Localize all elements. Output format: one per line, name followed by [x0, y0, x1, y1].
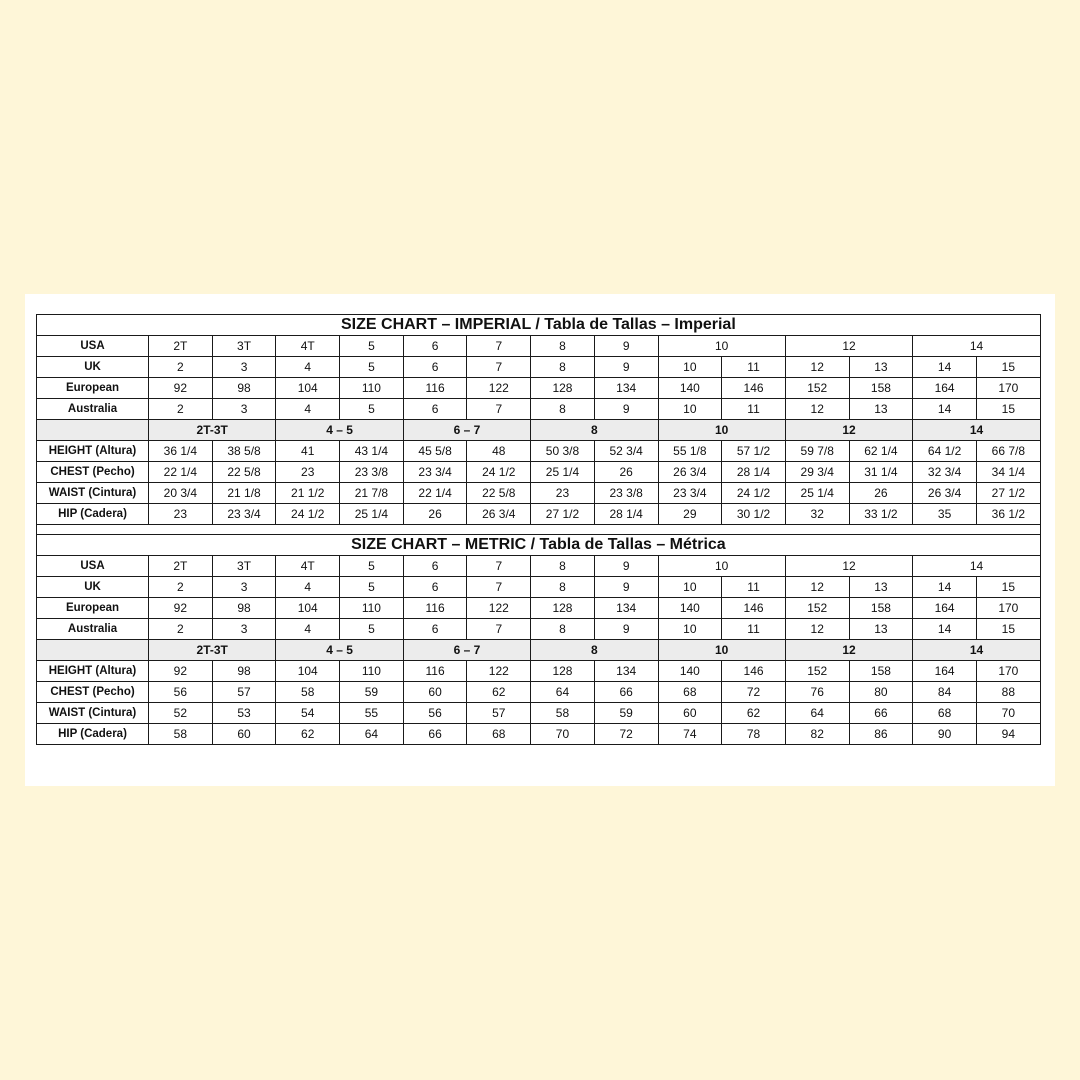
- size-cell: 13: [849, 357, 913, 378]
- size-cell: 25 1/4: [785, 483, 849, 504]
- size-cell: 164: [913, 661, 977, 682]
- metric-waist-row: [37, 703, 1041, 724]
- size-cell: 92: [149, 598, 213, 619]
- size-cell: 62: [467, 682, 531, 703]
- size-cell: 92: [149, 378, 213, 399]
- size-cell: 13: [849, 577, 913, 598]
- size-cell: 134: [594, 661, 658, 682]
- size-cell: 116: [403, 378, 467, 399]
- size-cell: 3: [212, 357, 276, 378]
- row-label: Australia: [37, 399, 149, 420]
- size-cell: 12: [785, 357, 849, 378]
- size-cell: 134: [594, 378, 658, 399]
- size-chart-table: [36, 314, 1041, 745]
- size-cell: 164: [913, 598, 977, 619]
- size-cell: 26: [849, 483, 913, 504]
- size-cell: 116: [403, 598, 467, 619]
- size-cell: 12: [785, 619, 849, 640]
- size-cell: 158: [849, 598, 913, 619]
- size-cell: 9: [594, 399, 658, 420]
- size-cell: 122: [467, 598, 531, 619]
- size-cell: 10: [658, 399, 722, 420]
- size-cell: 9: [594, 577, 658, 598]
- size-cell: 11: [722, 399, 786, 420]
- size-cell: 23 3/4: [658, 483, 722, 504]
- size-cell: 26 3/4: [658, 462, 722, 483]
- size-cell: 28 1/4: [722, 462, 786, 483]
- size-cell: 6: [403, 556, 467, 577]
- size-cell: 14: [913, 357, 977, 378]
- size-cell: 9: [594, 336, 658, 357]
- row-label: WAIST (Cintura): [37, 703, 149, 724]
- size-cell: 27 1/2: [976, 483, 1040, 504]
- row-label: USA: [37, 556, 149, 577]
- size-group-header: 4 – 5: [276, 640, 403, 661]
- size-cell: 58: [276, 682, 340, 703]
- size-group-header: 2T-3T: [149, 640, 276, 661]
- size-cell: 12: [785, 556, 912, 577]
- size-cell: 52 3/4: [594, 441, 658, 462]
- size-cell: 13: [849, 619, 913, 640]
- size-cell: 88: [976, 682, 1040, 703]
- size-cell: 8: [531, 399, 595, 420]
- size-group-header: 2T-3T: [149, 420, 276, 441]
- size-cell: 23 3/8: [340, 462, 404, 483]
- size-cell: 26 3/4: [467, 504, 531, 525]
- size-cell: 15: [976, 357, 1040, 378]
- size-cell: 64 1/2: [913, 441, 977, 462]
- size-cell: 146: [722, 378, 786, 399]
- size-cell: 72: [594, 724, 658, 745]
- size-cell: 20 3/4: [149, 483, 213, 504]
- size-cell: 98: [212, 598, 276, 619]
- size-cell: 33 1/2: [849, 504, 913, 525]
- size-cell: 57: [467, 703, 531, 724]
- size-cell: 60: [658, 703, 722, 724]
- size-cell: 12: [785, 577, 849, 598]
- size-cell: 4T: [276, 556, 340, 577]
- row-label: CHEST (Pecho): [37, 462, 149, 483]
- size-cell: 10: [658, 357, 722, 378]
- size-cell: 76: [785, 682, 849, 703]
- size-cell: 22 5/8: [212, 462, 276, 483]
- size-cell: 5: [340, 399, 404, 420]
- size-cell: 4: [276, 399, 340, 420]
- size-group-header: 12: [785, 420, 912, 441]
- size-cell: 21 1/8: [212, 483, 276, 504]
- size-cell: 41: [276, 441, 340, 462]
- size-cell: 134: [594, 598, 658, 619]
- size-cell: 22 1/4: [403, 483, 467, 504]
- size-cell: 26: [594, 462, 658, 483]
- size-cell: 146: [722, 661, 786, 682]
- size-cell: 36 1/4: [149, 441, 213, 462]
- size-group-header: 8: [531, 640, 658, 661]
- size-cell: 10: [658, 556, 785, 577]
- size-cell: 28 1/4: [594, 504, 658, 525]
- size-cell: 64: [785, 703, 849, 724]
- row-label: HEIGHT (Altura): [37, 661, 149, 682]
- row-label: WAIST (Cintura): [37, 483, 149, 504]
- size-cell: 116: [403, 661, 467, 682]
- size-cell: 7: [467, 399, 531, 420]
- size-cell: 11: [722, 577, 786, 598]
- size-cell: 57: [212, 682, 276, 703]
- size-cell: 3T: [212, 556, 276, 577]
- size-cell: 5: [340, 357, 404, 378]
- metric-title: SIZE CHART – METRIC / Tabla de Tallas – Métrica: [37, 535, 1041, 556]
- row-label: UK: [37, 577, 149, 598]
- row-label: CHEST (Pecho): [37, 682, 149, 703]
- size-cell: 55: [340, 703, 404, 724]
- size-cell: 30 1/2: [722, 504, 786, 525]
- size-cell: 5: [340, 556, 404, 577]
- row-label: USA: [37, 336, 149, 357]
- size-cell: 74: [658, 724, 722, 745]
- size-cell: 82: [785, 724, 849, 745]
- size-cell: 7: [467, 577, 531, 598]
- size-cell: 32: [785, 504, 849, 525]
- size-cell: 152: [785, 598, 849, 619]
- imperial-european-row: [37, 378, 1041, 399]
- size-cell: 35: [913, 504, 977, 525]
- size-cell: 72: [722, 682, 786, 703]
- size-cell: 4: [276, 619, 340, 640]
- size-cell: 98: [212, 378, 276, 399]
- size-cell: 26 3/4: [913, 483, 977, 504]
- size-cell: 2: [149, 619, 213, 640]
- size-cell: 152: [785, 378, 849, 399]
- size-cell: 8: [531, 577, 595, 598]
- section-spacer: [37, 525, 1041, 535]
- size-cell: 66: [594, 682, 658, 703]
- size-cell: 14: [913, 556, 1041, 577]
- size-cell: 43 1/4: [340, 441, 404, 462]
- size-cell: 110: [340, 598, 404, 619]
- size-cell: 23 3/4: [403, 462, 467, 483]
- imperial-chest-row: [37, 462, 1041, 483]
- size-cell: 58: [531, 703, 595, 724]
- size-cell: 23: [531, 483, 595, 504]
- size-cell: 164: [913, 378, 977, 399]
- size-cell: 66: [403, 724, 467, 745]
- row-label: HIP (Cadera): [37, 504, 149, 525]
- imperial-title: SIZE CHART – IMPERIAL / Tabla de Tallas – Imperial: [37, 315, 1041, 336]
- size-cell: 146: [722, 598, 786, 619]
- size-cell: 9: [594, 357, 658, 378]
- size-cell: 38 5/8: [212, 441, 276, 462]
- size-cell: 15: [976, 577, 1040, 598]
- size-cell: 45 5/8: [403, 441, 467, 462]
- group-blank-cell: [37, 420, 149, 441]
- imperial-section: [37, 315, 1041, 525]
- size-cell: 5: [340, 336, 404, 357]
- size-cell: 13: [849, 399, 913, 420]
- size-cell: 66 7/8: [976, 441, 1040, 462]
- size-cell: 12: [785, 336, 912, 357]
- row-label: Australia: [37, 619, 149, 640]
- size-cell: 24 1/2: [467, 462, 531, 483]
- metric-usa-row: [37, 556, 1041, 577]
- size-cell: 128: [531, 661, 595, 682]
- metric-european-row: [37, 598, 1041, 619]
- size-cell: 7: [467, 336, 531, 357]
- size-group-header: 12: [785, 640, 912, 661]
- size-cell: 64: [531, 682, 595, 703]
- size-cell: 6: [403, 399, 467, 420]
- size-cell: 27 1/2: [531, 504, 595, 525]
- size-cell: 11: [722, 357, 786, 378]
- size-cell: 170: [976, 661, 1040, 682]
- size-cell: 140: [658, 378, 722, 399]
- size-cell: 4T: [276, 336, 340, 357]
- size-cell: 70: [976, 703, 1040, 724]
- size-cell: 15: [976, 619, 1040, 640]
- imperial-waist-row: [37, 483, 1041, 504]
- size-cell: 66: [849, 703, 913, 724]
- metric-title-row: [37, 535, 1041, 556]
- size-cell: 92: [149, 661, 213, 682]
- size-cell: 10: [658, 619, 722, 640]
- size-cell: 152: [785, 661, 849, 682]
- size-group-header: 4 – 5: [276, 420, 403, 441]
- size-cell: 22 1/4: [149, 462, 213, 483]
- size-cell: 62: [722, 703, 786, 724]
- size-cell: 104: [276, 378, 340, 399]
- size-cell: 7: [467, 556, 531, 577]
- size-cell: 170: [976, 378, 1040, 399]
- size-cell: 53: [212, 703, 276, 724]
- size-cell: 140: [658, 661, 722, 682]
- size-cell: 8: [531, 619, 595, 640]
- size-cell: 6: [403, 619, 467, 640]
- size-cell: 56: [403, 703, 467, 724]
- size-cell: 21 1/2: [276, 483, 340, 504]
- size-cell: 12: [785, 399, 849, 420]
- size-cell: 62 1/4: [849, 441, 913, 462]
- size-cell: 24 1/2: [276, 504, 340, 525]
- size-cell: 25 1/4: [531, 462, 595, 483]
- size-cell: 25 1/4: [340, 504, 404, 525]
- size-cell: 4: [276, 577, 340, 598]
- size-cell: 78: [722, 724, 786, 745]
- size-cell: 6: [403, 577, 467, 598]
- imperial-group-row: [37, 420, 1041, 441]
- size-cell: 94: [976, 724, 1040, 745]
- size-cell: 14: [913, 336, 1041, 357]
- group-blank-cell: [37, 640, 149, 661]
- size-chart-card: [25, 294, 1055, 786]
- size-cell: 23: [149, 504, 213, 525]
- size-group-header: 6 – 7: [403, 640, 530, 661]
- size-cell: 57 1/2: [722, 441, 786, 462]
- size-cell: 59: [340, 682, 404, 703]
- size-cell: 9: [594, 556, 658, 577]
- imperial-uk-row: [37, 357, 1041, 378]
- size-cell: 170: [976, 598, 1040, 619]
- size-cell: 2: [149, 577, 213, 598]
- size-cell: 32 3/4: [913, 462, 977, 483]
- imperial-usa-row: [37, 336, 1041, 357]
- size-cell: 86: [849, 724, 913, 745]
- size-group-header: 10: [658, 420, 785, 441]
- size-cell: 22 5/8: [467, 483, 531, 504]
- size-cell: 2T: [149, 556, 213, 577]
- size-cell: 14: [913, 619, 977, 640]
- row-label: HIP (Cadera): [37, 724, 149, 745]
- size-cell: 158: [849, 661, 913, 682]
- size-cell: 68: [913, 703, 977, 724]
- size-cell: 104: [276, 598, 340, 619]
- metric-australia-row: [37, 619, 1041, 640]
- size-cell: 5: [340, 619, 404, 640]
- size-cell: 29: [658, 504, 722, 525]
- row-label: UK: [37, 357, 149, 378]
- size-cell: 2: [149, 357, 213, 378]
- size-cell: 7: [467, 357, 531, 378]
- size-cell: 68: [658, 682, 722, 703]
- metric-height-row: [37, 661, 1041, 682]
- imperial-height-row: [37, 441, 1041, 462]
- size-cell: 60: [403, 682, 467, 703]
- size-cell: 23 3/8: [594, 483, 658, 504]
- size-cell: 23 3/4: [212, 504, 276, 525]
- size-cell: 140: [658, 598, 722, 619]
- size-cell: 24 1/2: [722, 483, 786, 504]
- size-cell: 56: [149, 682, 213, 703]
- metric-hip-row: [37, 724, 1041, 745]
- size-cell: 60: [212, 724, 276, 745]
- size-cell: 128: [531, 378, 595, 399]
- size-cell: 58: [149, 724, 213, 745]
- metric-section: [37, 535, 1041, 745]
- size-group-header: 6 – 7: [403, 420, 530, 441]
- size-cell: 50 3/8: [531, 441, 595, 462]
- size-cell: 3T: [212, 336, 276, 357]
- metric-uk-row: [37, 577, 1041, 598]
- size-cell: 5: [340, 577, 404, 598]
- row-label: European: [37, 598, 149, 619]
- size-cell: 29 3/4: [785, 462, 849, 483]
- size-cell: 59: [594, 703, 658, 724]
- size-cell: 8: [531, 556, 595, 577]
- size-cell: 110: [340, 661, 404, 682]
- size-cell: 55 1/8: [658, 441, 722, 462]
- size-cell: 4: [276, 357, 340, 378]
- size-cell: 8: [531, 336, 595, 357]
- size-cell: 2T: [149, 336, 213, 357]
- size-cell: 34 1/4: [976, 462, 1040, 483]
- imperial-title-row: [37, 315, 1041, 336]
- size-cell: 68: [467, 724, 531, 745]
- size-cell: 9: [594, 619, 658, 640]
- size-cell: 64: [340, 724, 404, 745]
- size-cell: 70: [531, 724, 595, 745]
- size-cell: 11: [722, 619, 786, 640]
- size-cell: 36 1/2: [976, 504, 1040, 525]
- size-cell: 6: [403, 357, 467, 378]
- size-cell: 14: [913, 577, 977, 598]
- row-label: European: [37, 378, 149, 399]
- size-cell: 8: [531, 357, 595, 378]
- size-cell: 15: [976, 399, 1040, 420]
- size-cell: 10: [658, 336, 785, 357]
- size-cell: 10: [658, 577, 722, 598]
- size-cell: 54: [276, 703, 340, 724]
- row-label: HEIGHT (Altura): [37, 441, 149, 462]
- size-cell: 3: [212, 577, 276, 598]
- size-group-header: 14: [913, 420, 1041, 441]
- size-cell: 3: [212, 399, 276, 420]
- size-cell: 122: [467, 378, 531, 399]
- size-cell: 6: [403, 336, 467, 357]
- size-cell: 52: [149, 703, 213, 724]
- size-cell: 48: [467, 441, 531, 462]
- imperial-hip-row: [37, 504, 1041, 525]
- size-cell: 122: [467, 661, 531, 682]
- size-group-header: 14: [913, 640, 1041, 661]
- size-cell: 23: [276, 462, 340, 483]
- size-cell: 3: [212, 619, 276, 640]
- metric-group-row: [37, 640, 1041, 661]
- imperial-australia-row: [37, 399, 1041, 420]
- metric-chest-row: [37, 682, 1041, 703]
- size-cell: 128: [531, 598, 595, 619]
- size-cell: 84: [913, 682, 977, 703]
- size-cell: 110: [340, 378, 404, 399]
- size-cell: 14: [913, 399, 977, 420]
- size-cell: 98: [212, 661, 276, 682]
- size-cell: 21 7/8: [340, 483, 404, 504]
- size-group-header: 10: [658, 640, 785, 661]
- size-cell: 104: [276, 661, 340, 682]
- size-cell: 31 1/4: [849, 462, 913, 483]
- size-cell: 62: [276, 724, 340, 745]
- size-cell: 2: [149, 399, 213, 420]
- size-cell: 158: [849, 378, 913, 399]
- size-cell: 7: [467, 619, 531, 640]
- size-group-header: 8: [531, 420, 658, 441]
- size-cell: 90: [913, 724, 977, 745]
- size-cell: 80: [849, 682, 913, 703]
- size-cell: 59 7/8: [785, 441, 849, 462]
- size-cell: 26: [403, 504, 467, 525]
